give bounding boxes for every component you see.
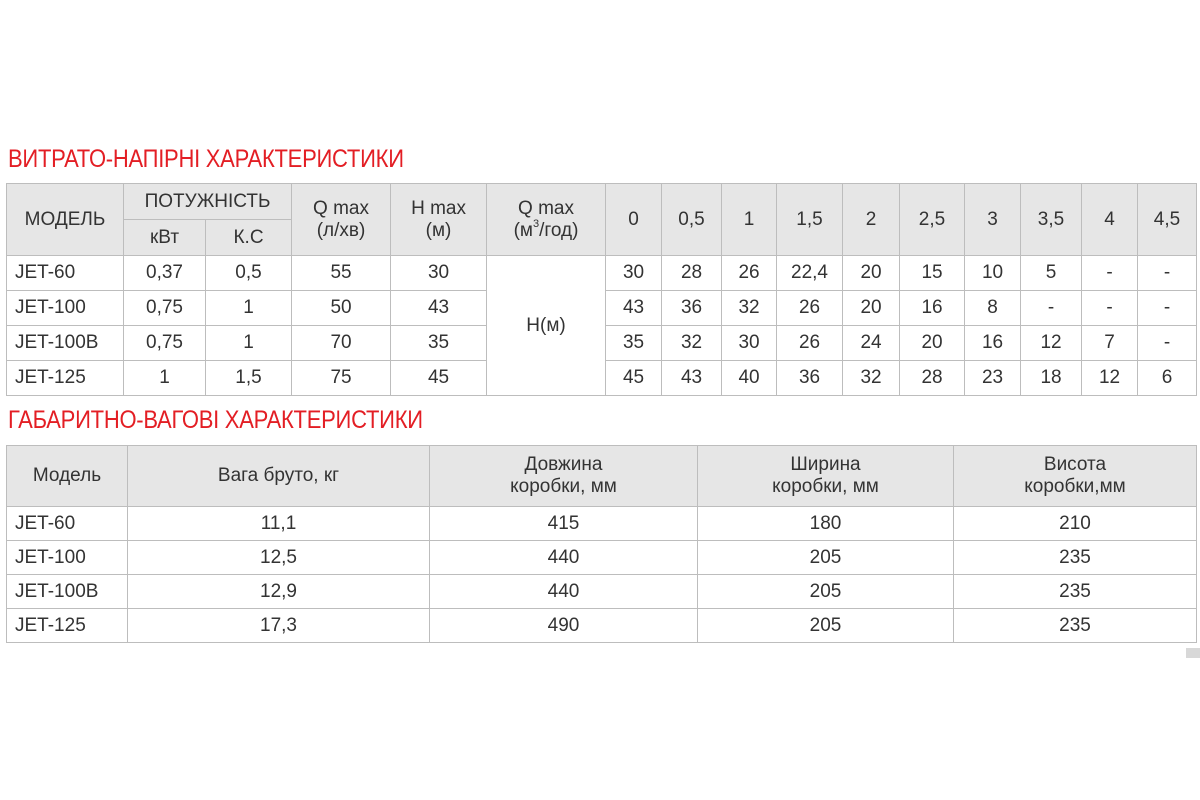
cell-head: 5 [1021, 256, 1082, 291]
cell-hmax: 45 [391, 361, 487, 396]
header-hmax-line2: (м) [425, 219, 452, 241]
dimensions-table [6, 445, 1197, 643]
cell-hp: 1 [206, 291, 292, 326]
header-qmax-m3-line2: $(м^3/год)$ [513, 217, 579, 241]
dimensions-header-row [7, 446, 1197, 507]
cell-head: 8 [965, 291, 1021, 326]
cell-head: 26 [777, 291, 843, 326]
header-width [698, 446, 954, 507]
cell-qmax: 75 [292, 361, 391, 396]
cell-height: 235 [954, 541, 1197, 575]
cell-head: 43 [662, 361, 722, 396]
cell-head: 6 [1138, 361, 1197, 396]
cell-length: 490 [430, 609, 698, 643]
header-width-line2: коробки, мм [772, 476, 879, 497]
cell-weight: 12,9 [128, 575, 430, 609]
header-power: ПОТУЖНІСТЬ [124, 184, 292, 220]
cell-head: 26 [722, 256, 777, 291]
header-qmax-lmin-line1: Q max [313, 197, 369, 219]
header-hmax [391, 184, 487, 256]
cell-head: 15 [900, 256, 965, 291]
cell-head: 20 [843, 291, 900, 326]
header-model: Модель [7, 446, 128, 507]
table-row [7, 609, 1197, 643]
dimensions-section-title: ГАБАРИТНО-ВАГОВІ ХАРАКТЕРИСТИКИ [8, 406, 423, 434]
cell-head: 32 [722, 291, 777, 326]
cell-kw: 0,75 [124, 291, 206, 326]
cell-kw: 0,37 [124, 256, 206, 291]
cell-model: JET-100B [7, 575, 128, 609]
header-flow-point: 0,5 [662, 184, 722, 256]
cell-model: JET-100 [7, 541, 128, 575]
cell-hmax: 30 [391, 256, 487, 291]
cell-head: 20 [900, 326, 965, 361]
header-weight: Вага бруто, кг [128, 446, 430, 507]
cell-head: - [1082, 291, 1138, 326]
table-row [7, 256, 1197, 291]
cell-head: 32 [662, 326, 722, 361]
header-length [430, 446, 698, 507]
cell-hp: 0,5 [206, 256, 292, 291]
cell-weight: 11,1 [128, 507, 430, 541]
cell-head: 7 [1082, 326, 1138, 361]
cell-model: JET-100 [7, 291, 124, 326]
cell-hmax: 35 [391, 326, 487, 361]
cell-head: 26 [777, 326, 843, 361]
cell-head: 40 [722, 361, 777, 396]
cell-head: 16 [965, 326, 1021, 361]
header-flow-point: 2 [843, 184, 900, 256]
header-kw: кВт [124, 220, 206, 256]
cell-head: - [1082, 256, 1138, 291]
cell-qmax: 55 [292, 256, 391, 291]
cell-head: 12 [1082, 361, 1138, 396]
cell-length: 440 [430, 541, 698, 575]
header-height [954, 446, 1197, 507]
table-row [7, 575, 1197, 609]
header-height-line1: Висота [1043, 454, 1107, 475]
cell-head: 36 [777, 361, 843, 396]
cell-head: 16 [900, 291, 965, 326]
performance-section-title: ВИТРАТО-НАПІРНІ ХАРАКТЕРИСТИКИ [8, 145, 404, 173]
header-flow-point: 4,5 [1138, 184, 1197, 256]
cell-height: 235 [954, 575, 1197, 609]
cell-length: 415 [430, 507, 698, 541]
cell-qmax: 70 [292, 326, 391, 361]
header-qmax-lmin-line2: (л/хв) [316, 219, 366, 241]
header-model: МОДЕЛЬ [7, 184, 124, 256]
cell-width: 205 [698, 541, 954, 575]
cell-qmax: 50 [292, 291, 391, 326]
cell-width: 180 [698, 507, 954, 541]
cell-head: - [1138, 256, 1197, 291]
cell-model: JET-60 [7, 256, 124, 291]
header-flow-point: 3 [965, 184, 1021, 256]
cell-head: 12 [1021, 326, 1082, 361]
header-hmax-line1: H max [411, 197, 466, 219]
header-length-line2: коробки, мм [510, 476, 617, 497]
cell-hp: 1 [206, 326, 292, 361]
cell-head: 36 [662, 291, 722, 326]
header-flow-point: 1 [722, 184, 777, 256]
table-row [7, 507, 1197, 541]
cell-head: 28 [900, 361, 965, 396]
cell-head: 23 [965, 361, 1021, 396]
header-hp: К.С [206, 220, 292, 256]
cell-height: 210 [954, 507, 1197, 541]
cell-h-label: H(м) [487, 256, 606, 396]
cell-head: 45 [606, 361, 662, 396]
cell-weight: 12,5 [128, 541, 430, 575]
header-flow-point: 3,5 [1021, 184, 1082, 256]
header-qmax-m3-line1: Q max [518, 197, 574, 219]
header-height-line2: коробки,мм [1024, 476, 1126, 497]
cell-hmax: 43 [391, 291, 487, 326]
cell-model: JET-60 [7, 507, 128, 541]
cell-weight: 17,3 [128, 609, 430, 643]
header-width-line1: Ширина [790, 454, 861, 475]
cell-model: JET-100B [7, 326, 124, 361]
cell-model: JET-125 [7, 361, 124, 396]
cell-head: 28 [662, 256, 722, 291]
header-flow-point: 2,5 [900, 184, 965, 256]
header-length-line1: Довжина [524, 454, 603, 475]
edge-fragment [1186, 648, 1200, 658]
cell-head: 22,4 [777, 256, 843, 291]
header-flow-point: 0 [606, 184, 662, 256]
cell-head: 43 [606, 291, 662, 326]
cell-head: 24 [843, 326, 900, 361]
header-flow-point: 4 [1082, 184, 1138, 256]
cell-height: 235 [954, 609, 1197, 643]
cell-head: - [1021, 291, 1082, 326]
cell-width: 205 [698, 609, 954, 643]
header-qmax-m3 [487, 184, 606, 256]
cell-head: 32 [843, 361, 900, 396]
header-qmax-lmin [292, 184, 391, 256]
cell-kw: 0,75 [124, 326, 206, 361]
header-flow-point: 1,5 [777, 184, 843, 256]
cell-head: 30 [606, 256, 662, 291]
cell-head: - [1138, 326, 1197, 361]
cell-head: 10 [965, 256, 1021, 291]
cell-head: 30 [722, 326, 777, 361]
performance-table [6, 183, 1197, 396]
cell-width: 205 [698, 575, 954, 609]
cell-head: - [1138, 291, 1197, 326]
cell-length: 440 [430, 575, 698, 609]
cell-head: 35 [606, 326, 662, 361]
cell-model: JET-125 [7, 609, 128, 643]
cell-head: 18 [1021, 361, 1082, 396]
cell-head: 20 [843, 256, 900, 291]
table-row [7, 541, 1197, 575]
cell-kw: 1 [124, 361, 206, 396]
cell-hp: 1,5 [206, 361, 292, 396]
performance-header-row [7, 184, 1197, 220]
